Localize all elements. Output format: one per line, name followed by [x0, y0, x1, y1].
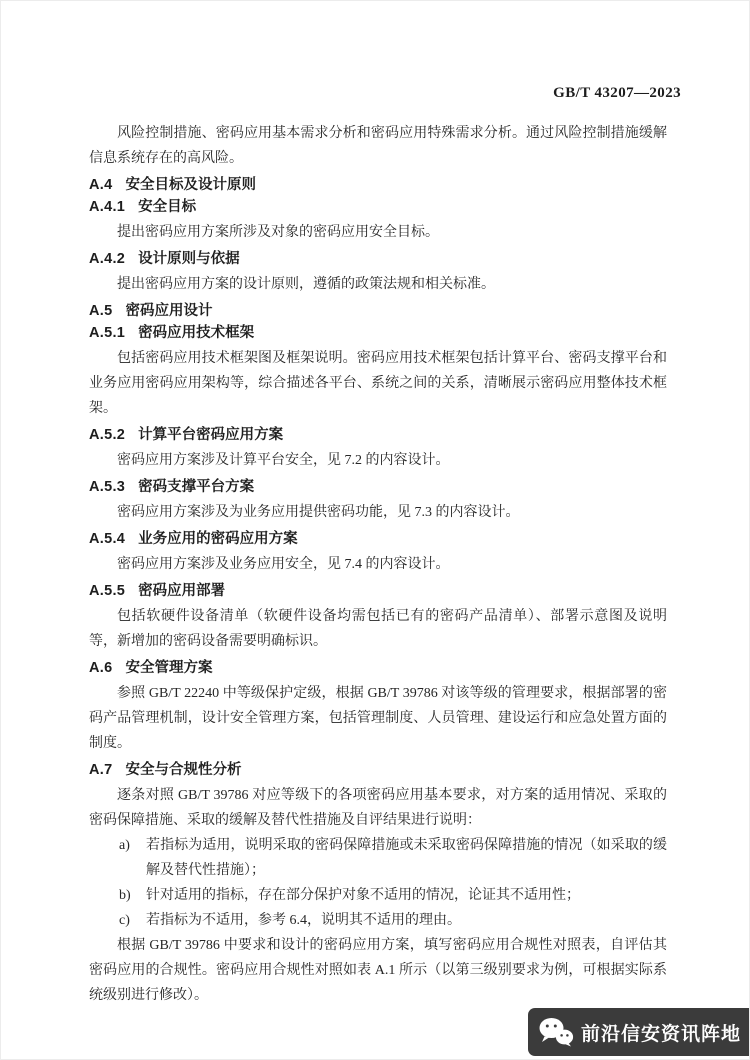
heading-title: 密码应用设计 [125, 303, 213, 319]
heading-number: A.5 [89, 303, 113, 319]
heading-number: A.5.2 [89, 427, 126, 443]
heading-number: A.5.5 [89, 583, 126, 599]
paragraph: 逐条对照 GB/T 39786 对应等级下的各项密码应用基本要求，对方案的适用情况、采取的密码保障措施、采取的缓解及替代性措施及自评结果进行说明： [89, 788, 667, 828]
heading-number: A.5.4 [89, 531, 126, 547]
heading-title: 密码应用部署 [138, 583, 226, 599]
list-item-c [89, 908, 667, 933]
wechat-watermark-badge [528, 1008, 749, 1056]
standard-number-header: GB/T 43207—2023 [553, 85, 681, 101]
heading-number: A.4.1 [89, 199, 126, 215]
heading-number: A.7 [89, 762, 113, 778]
watermark-label: 前沿信安资讯阵地 [581, 1023, 742, 1045]
heading-title: 安全目标及设计原则 [125, 177, 256, 193]
paragraph: 包括密码应用技术框架图及框架说明。密码应用技术框架包括计算平台、密码支撑平台和业务应用密码应用架构等，综合描述各平台、系统之间的关系，清晰展示密码应用整体技术框架。 [89, 351, 667, 416]
section-heading-a5-5 [89, 583, 667, 599]
paragraph-intro: 风险控制措施、密码应用基本需求分析和密码应用特殊需求分析。通过风险控制措施缓解信息系统存在的高风险。 [89, 126, 667, 166]
list-item-a [89, 833, 667, 883]
heading-title: 安全目标 [138, 199, 197, 215]
heading-number: A.5.3 [89, 479, 126, 495]
heading-title: 计算平台密码应用方案 [138, 427, 284, 443]
heading-title: 业务应用的密码应用方案 [138, 531, 298, 547]
heading-title: 安全与合规性分析 [125, 762, 242, 778]
section-heading-a6 [89, 660, 667, 676]
paragraph: 密码应用方案涉及为业务应用提供密码功能，见 7.3 的内容设计。 [117, 505, 520, 520]
section-heading-a5-1 [89, 325, 667, 341]
list-item-b [89, 883, 667, 908]
section-heading-a4-1 [89, 199, 667, 215]
paragraph: 包括软硬件设备清单（软硬件设备均需包括已有的密码产品清单）、部署示意图及说明等，新增加的密码设备需要明确标识。 [89, 609, 667, 649]
heading-number: A.4 [89, 177, 113, 193]
section-heading-a4-2 [89, 251, 667, 267]
heading-title: 密码应用技术框架 [138, 325, 255, 341]
heading-title: 设计原则与依据 [138, 251, 240, 267]
paragraph: 提出密码应用方案的设计原则，遵循的政策法规和相关标准。 [117, 277, 495, 292]
list-text: 若指标为适用，说明采取的密码保障措施或未采取密码保障措施的情况（如采取的缓解及替代性措施）； [146, 838, 667, 878]
document-content [89, 85, 681, 1030]
heading-title: 密码支撑平台方案 [138, 479, 255, 495]
section-heading-a5-4 [89, 531, 667, 547]
list-text: 针对适用的指标，存在部分保护对象不适用的情况，论证其不适用性； [146, 888, 580, 903]
heading-number: A.5.1 [89, 325, 126, 341]
section-heading-a5-3 [89, 479, 667, 495]
list-marker: c) [119, 913, 130, 928]
section-heading-a7 [89, 762, 667, 778]
section-heading-a5-2 [89, 427, 667, 443]
wechat-icon [538, 1017, 574, 1047]
list-marker: a) [119, 838, 130, 853]
heading-number: A.4.2 [89, 251, 126, 267]
paragraph: 参照 GB/T 22240 中等级保护定级，根据 GB/T 39786 对该等级的管理要求，根据部署的密码产品管理机制，设计安全管理方案，包括管理制度、人员管理、建设运行和应急处置方面的制度。 [89, 686, 667, 751]
list-marker: b) [119, 888, 131, 903]
ordered-list [89, 833, 667, 933]
paragraph-closing: 根据 GB/T 39786 中要求和设计的密码应用方案，填写密码应用合规性对照表，自评估其密码应用的合规性。密码应用合规性对照如表 A.1 所示（以第三级别要求为例，可根据实际系统级别进行修改）。 [89, 938, 667, 1003]
heading-number: A.6 [89, 660, 113, 676]
heading-title: 安全管理方案 [125, 660, 213, 676]
paragraph: 提出密码应用方案所涉及对象的密码应用安全目标。 [117, 225, 439, 240]
paragraph: 密码应用方案涉及业务应用安全，见 7.4 的内容设计。 [117, 557, 450, 572]
section-heading-a5 [89, 303, 667, 319]
section-heading-a4 [89, 177, 667, 193]
list-text: 若指标为不适用，参考 6.4，说明其不适用的理由。 [146, 913, 461, 928]
paragraph: 密码应用方案涉及计算平台安全，见 7.2 的内容设计。 [117, 453, 450, 468]
